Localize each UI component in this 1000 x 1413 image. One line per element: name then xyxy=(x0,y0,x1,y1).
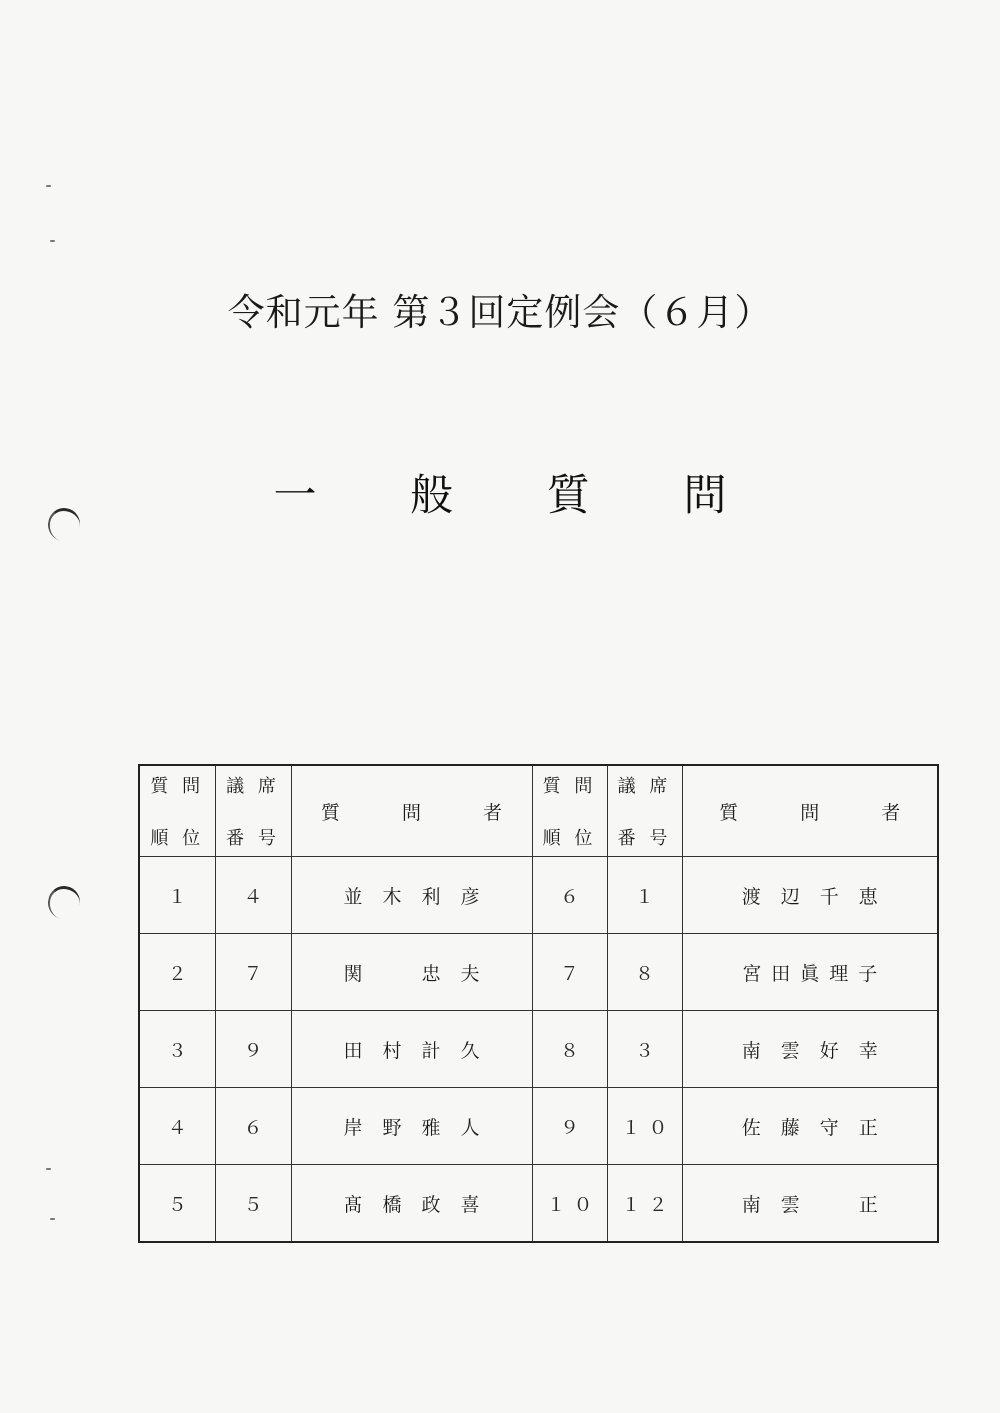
questioner-cell: 関 忠夫 xyxy=(291,934,532,1011)
order-cell: ５ xyxy=(139,1165,215,1243)
questioner-cell: 佐藤守正 xyxy=(682,1088,938,1165)
order-cell: １０ xyxy=(532,1165,607,1243)
header-seat-right xyxy=(607,765,682,857)
seat-cell: ９ xyxy=(215,1011,291,1088)
paper-speck xyxy=(50,1218,55,1220)
punch-hole-bottom xyxy=(45,883,82,921)
questioner-cell: 岸野雅人 xyxy=(291,1088,532,1165)
section-title: 一 般 質 問 xyxy=(273,471,767,521)
seat-cell: １２ xyxy=(607,1165,682,1243)
questioner-cell: 宮田眞理子 xyxy=(682,934,938,1011)
table-row xyxy=(139,857,938,934)
questioner-cell: 南雲好幸 xyxy=(682,1011,938,1088)
header-questioner-right: 質 問 者 xyxy=(682,765,938,857)
questioner-cell: 並木利彦 xyxy=(291,857,532,934)
question-order-table xyxy=(138,764,939,1243)
meeting-title: 令和元年 第３回定例会（６月） xyxy=(227,291,773,334)
table-row xyxy=(139,1165,938,1243)
header-order-line2: 順 位 xyxy=(150,828,205,849)
header-order-right xyxy=(532,765,607,857)
seat-cell: ８ xyxy=(607,934,682,1011)
header-seat-line1: 議 席 xyxy=(226,776,280,797)
paper-speck xyxy=(50,240,55,242)
seat-cell: １０ xyxy=(607,1088,682,1165)
header-seat-left xyxy=(215,765,291,857)
table-row xyxy=(139,934,938,1011)
header-seat-line1: 議 席 xyxy=(617,776,672,797)
seat-cell: ６ xyxy=(215,1088,291,1165)
questioner-cell: 渡辺千恵 xyxy=(682,857,938,934)
table-row xyxy=(139,1011,938,1088)
seat-cell: ３ xyxy=(607,1011,682,1088)
order-cell: １ xyxy=(139,857,215,934)
header-order-line1: 質 問 xyxy=(150,776,205,797)
seat-cell: ４ xyxy=(215,857,291,934)
order-cell: ２ xyxy=(139,934,215,1011)
seat-cell: １ xyxy=(607,857,682,934)
table-header-row xyxy=(139,765,938,857)
order-cell: ９ xyxy=(532,1088,607,1165)
header-order-line1: 質 問 xyxy=(542,776,597,797)
order-cell: ３ xyxy=(139,1011,215,1088)
seat-cell: ７ xyxy=(215,934,291,1011)
seat-cell: ５ xyxy=(215,1165,291,1243)
order-cell: ６ xyxy=(532,857,607,934)
header-seat-line2: 番 号 xyxy=(226,828,280,849)
order-cell: ８ xyxy=(532,1011,607,1088)
questioner-cell: 田村計久 xyxy=(291,1011,532,1088)
paper-speck xyxy=(46,1168,51,1170)
order-cell: ４ xyxy=(139,1088,215,1165)
table-row xyxy=(139,1088,938,1165)
header-seat-line2: 番 号 xyxy=(617,828,672,849)
questioner-cell: 南雲 正 xyxy=(682,1165,938,1243)
paper-speck xyxy=(46,185,51,187)
order-cell: ７ xyxy=(532,934,607,1011)
header-questioner-left: 質 問 者 xyxy=(291,765,532,857)
header-order-left xyxy=(139,765,215,857)
questioner-cell: 髙橋政喜 xyxy=(291,1165,532,1243)
header-order-line2: 順 位 xyxy=(542,828,597,849)
